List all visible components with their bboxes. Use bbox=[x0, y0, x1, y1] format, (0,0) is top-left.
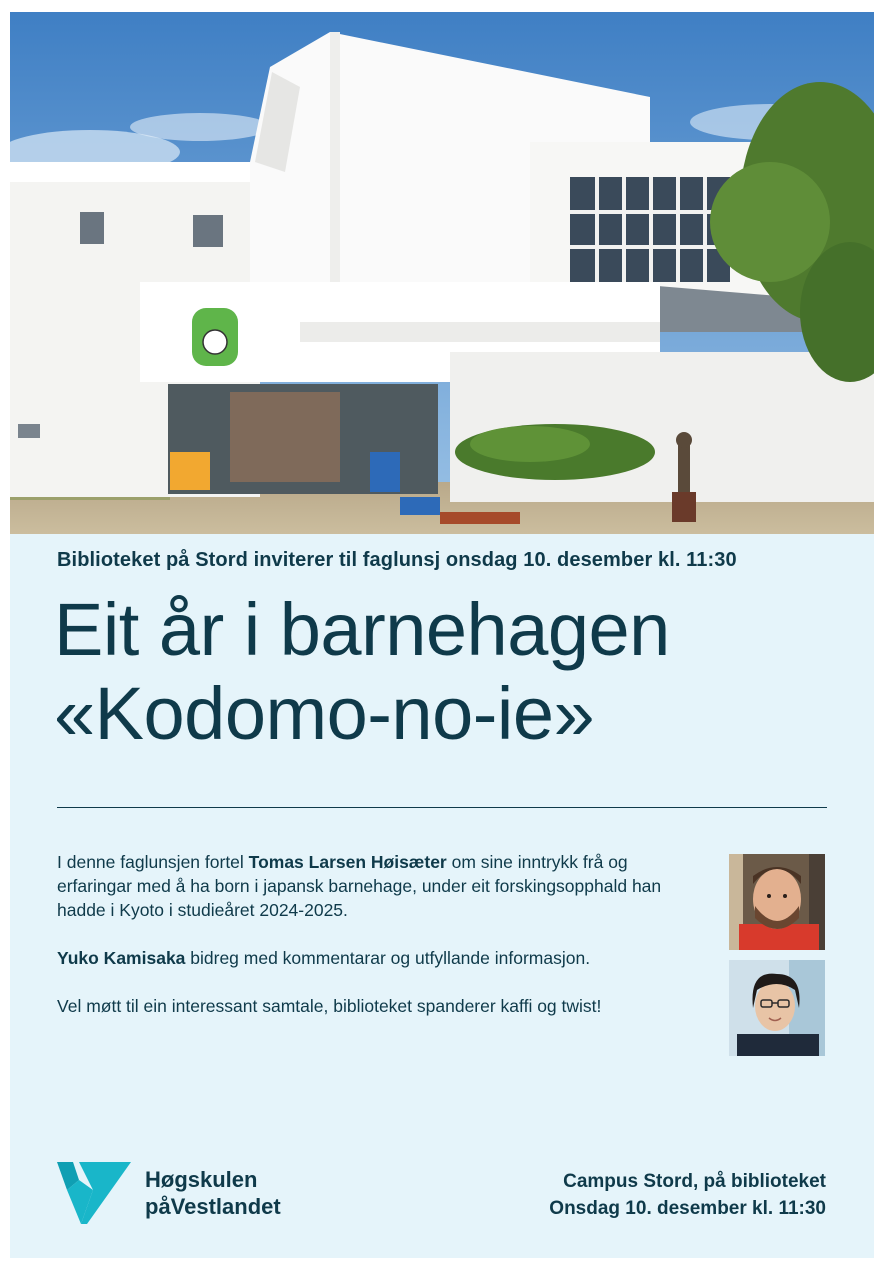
location-line: Campus Stord, på biblioteket bbox=[563, 1171, 826, 1192]
portrait-yuko bbox=[729, 960, 825, 1056]
hvl-logo-mark-icon bbox=[57, 1160, 131, 1226]
event-title bbox=[54, 588, 864, 756]
title-line-1: Eit år i barnehagen bbox=[54, 588, 670, 671]
kindergarten-building-photo bbox=[10, 12, 874, 534]
p1-suffix: om sine inntrykk frå og erfaringar med å ha born i japansk barnehage, under eit forskingsopphald han hadde i Kyoto i studieåret 2024-2025. bbox=[57, 852, 662, 920]
portrait-tomas bbox=[729, 854, 825, 950]
invite-line: Biblioteket på Stord inviterer til faglunsj onsdag 10. desember kl. 11:30 bbox=[57, 549, 737, 571]
speaker-name-tomas: Tomas Larsen Høisæter bbox=[248, 852, 447, 872]
hvl-logo-text bbox=[145, 1166, 281, 1220]
poster bbox=[10, 12, 874, 1258]
hvl-logo bbox=[57, 1160, 317, 1230]
description-paragraph-3: Vel møtt til ein interessant samtale, biblioteket spanderer kaffi og twist! bbox=[57, 996, 602, 1016]
divider bbox=[57, 807, 827, 808]
datetime-line: Onsdag 10. desember kl. 11:30 bbox=[549, 1198, 826, 1219]
description-paragraph-2 bbox=[57, 946, 687, 970]
speaker-name-yuko: Yuko Kamisaka bbox=[57, 948, 186, 968]
p1-prefix: I denne faglunsjen fortel bbox=[57, 852, 249, 872]
description-paragraph-1 bbox=[57, 850, 687, 922]
p2-suffix: bidreg med kommentarar og utfyllande informasjon. bbox=[185, 948, 591, 968]
event-description bbox=[57, 850, 687, 1042]
title-line-2: «Kodomo-no-ie» bbox=[54, 672, 595, 755]
event-location-time bbox=[549, 1168, 826, 1222]
logo-line-2: påVestlandet bbox=[145, 1194, 281, 1219]
logo-line-1: Høgskulen bbox=[145, 1167, 258, 1192]
